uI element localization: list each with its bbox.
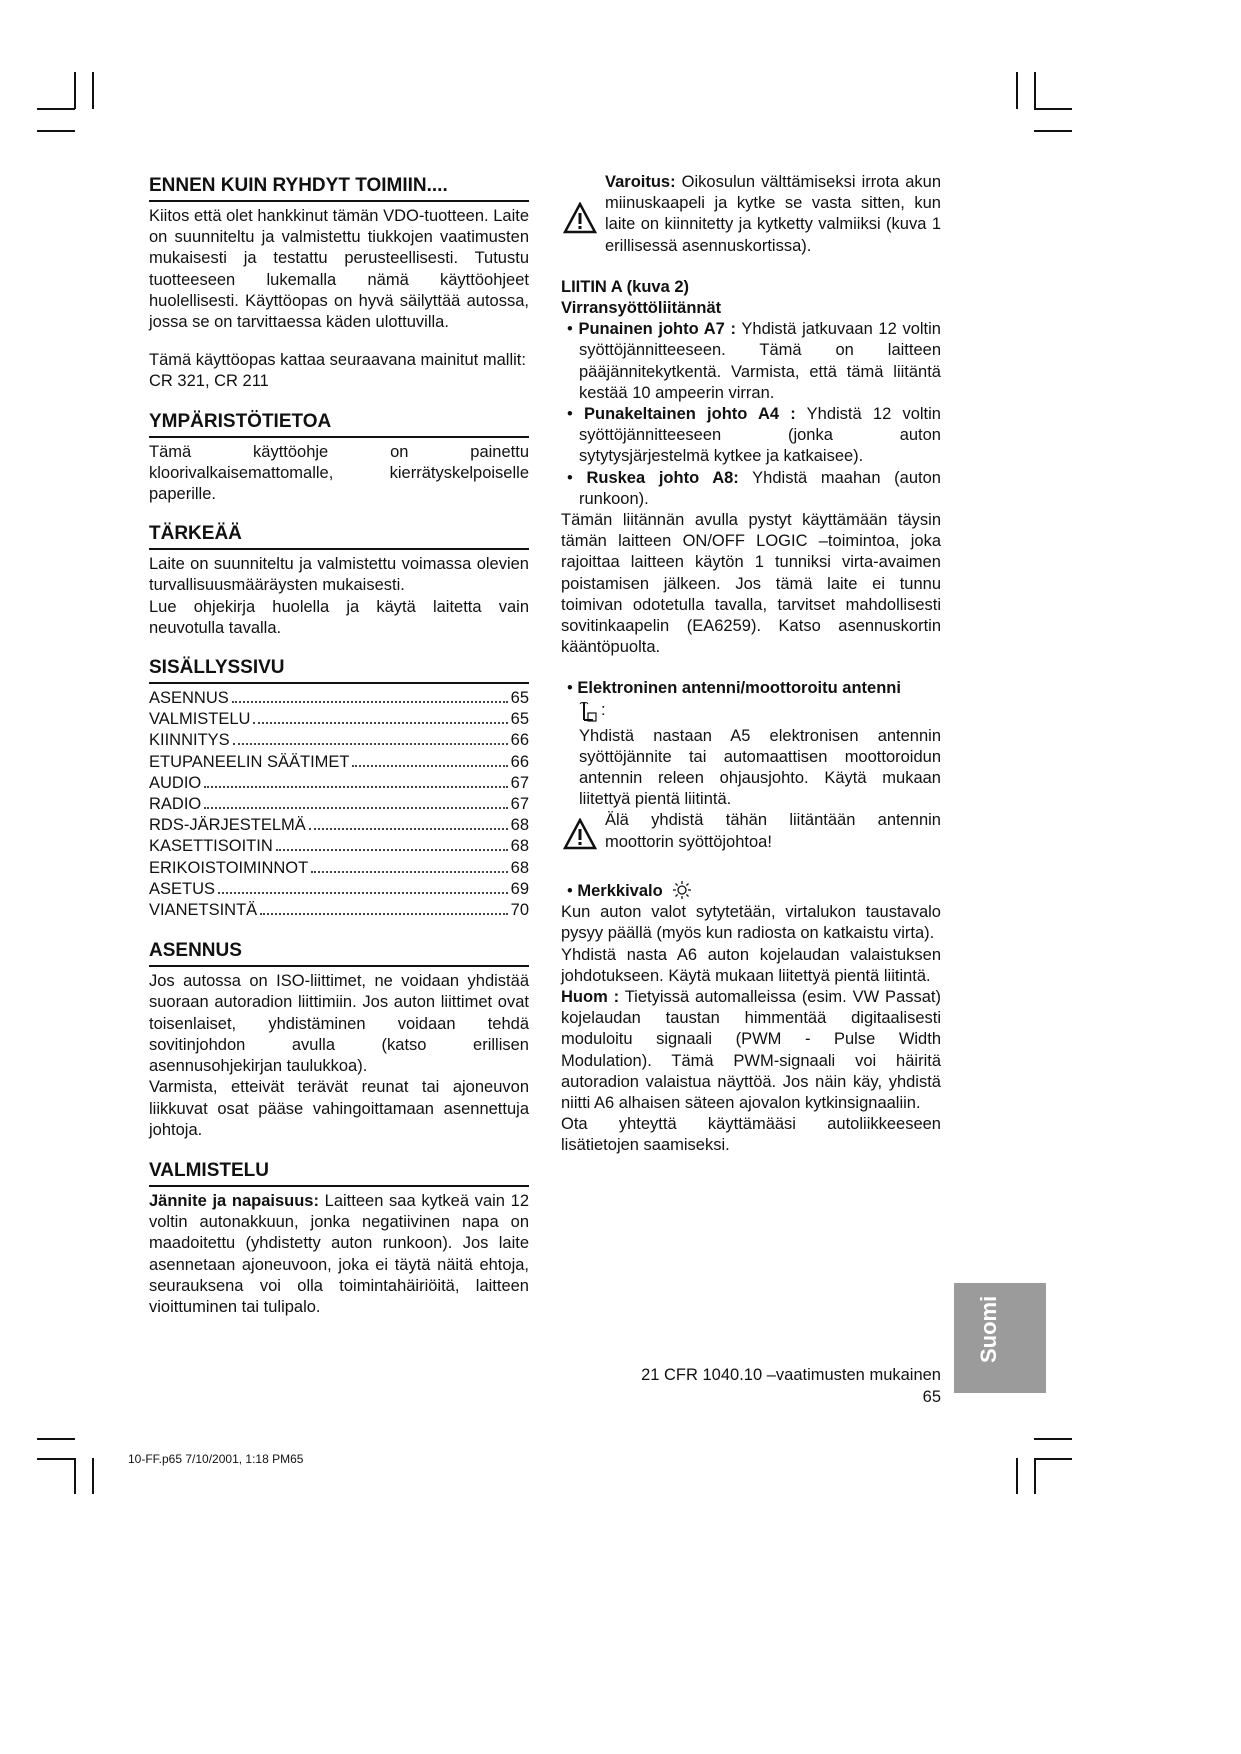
important-paragraph-1: Laite on suunniteltu ja valmistettu voimassa olevien turvallisuusmääräysten mukaisesti. bbox=[149, 555, 529, 595]
left-column bbox=[149, 174, 529, 1318]
light-icon bbox=[673, 881, 691, 899]
toc-item: ASETUS 69 bbox=[149, 879, 529, 898]
section-heading-installation: ASENNUS bbox=[149, 939, 529, 967]
note-label: Huom : bbox=[561, 987, 620, 1006]
language-tab-label: Suomi bbox=[976, 1295, 1001, 1363]
antenna-warning-block bbox=[561, 810, 941, 852]
section-heading-environment: YMPÄRISTÖTIETOA bbox=[149, 410, 529, 438]
section-heading-before-start: ENNEN KUIN RYHDYT TOIMIIN.... bbox=[149, 174, 529, 202]
toc-item: ETUPANEELIN SÄÄTIMET 66 bbox=[149, 752, 529, 771]
indicator-heading: Merkkivalo bbox=[577, 881, 663, 900]
antenna-symbol-row bbox=[561, 700, 941, 726]
list-item: • Ruskea johto A8: Yhdistä maahan (auton runkoon). bbox=[567, 468, 941, 508]
antenna-heading: Elektroninen antenni/moottoroitu antenni bbox=[577, 679, 901, 698]
antenna-icon bbox=[579, 700, 601, 724]
important-paragraph-2: Lue ohjekirja huolella ja käytä laitetta vain neuvotulla tavalla. bbox=[149, 597, 529, 637]
toc-item: RADIO 67 bbox=[149, 795, 529, 814]
warning-label: Varoitus: bbox=[605, 173, 676, 191]
intro-paragraph: Kiitos että olet hankkinut tämän VDO-tuotteen. Laite on suunniteltu ja valmistettu tiukkojen vaatimusten mukaisesti ja testattu perusteellisesti. Tutustu tuotteeseen lukemalla nämä käyttöohjeet huolellisesti. Käyttöopas on hyvä säilyttää autossa, jossa se on tarvittaessa käden ulottuvilla. bbox=[149, 207, 529, 332]
warning-icon bbox=[563, 202, 597, 234]
list-item: • Merkkivalo bbox=[561, 881, 941, 902]
warning-icon bbox=[563, 818, 597, 850]
toc-item: RDS-JÄRJESTELMÄ 68 bbox=[149, 816, 529, 835]
language-tab bbox=[954, 1283, 1046, 1393]
logic-paragraph: Tämän liitännän avulla pystyt käyttämään täysin tämän laitteen ON/OFF LOGIC –toimintoa, joka rajoittaa laitteen käytön 1 tunniksi virta-avaimen poistamisen jälkeen. Jos tämä laite ei tunnu toimivan odotetulla tavalla, tarvitset mahdollisesti sovitinkaapelin (EA6259). Katso asennuskortin kääntöpuolta. bbox=[561, 511, 941, 657]
compliance-note: 21 CFR 1040.10 –vaatimusten mukainen bbox=[641, 1366, 941, 1384]
antenna-paragraph: Yhdistä nastaan A5 elektronisen antennin syöttöjännite tai automaattisen moottoroidun antennin releen ohjausjohto. Käytä mukaan liitettyä pientä liitintä. bbox=[579, 726, 941, 809]
connector-title: LIITIN A (kuva 2) bbox=[561, 277, 690, 296]
indicator-note: Huom : Tietyissä automalleissa (esim. VW Passat) kojelaudan taustan himmentää digitaalisesti moduloitu signaali (PWM - Pulse Width Modulation). Tämä PWM-signaali voi häiritä autoradion valaistua näyttöä. Jos näin käy, yhdistä niitti A6 alhaisen säteen ajovalon kytkinsignaaliin. bbox=[561, 987, 941, 1112]
file-info: 10-FF.p65 7/10/2001, 1:18 PM65 bbox=[128, 1452, 304, 1466]
warning-block: Varoitus: Oikosulun välttämiseksi irrota akun miinuskaapeli ja kytke se vasta sitten, kun laite on kiinnitetty ja kytketty valmiiksi (kuva 1 erillisessä asennuskortissa). bbox=[561, 172, 941, 257]
antenna-warning-text: Älä yhdistä tähän liitäntään antennin moottorin syöttöjohtoa! bbox=[605, 811, 941, 851]
preparation-paragraph: Jännite ja napaisuus: Laitteen saa kytkeä vain 12 voltin autonakkuun, jonka negatiivinen napa on maadoitettu (yhdistetty auton runkoon). Jos laite asennetaan ajoneuvoon, joka ei täytä näitä ehtoja, seurauksena voi olla toimintahäiriöitä, laitteen vioittuminen tai tulipalo. bbox=[149, 1191, 529, 1316]
right-column bbox=[561, 172, 941, 1157]
models-paragraph: Tämä käyttöopas kattaa seuraavana mainitut mallit: bbox=[149, 351, 526, 370]
toc-item: ASENNUS 65 bbox=[149, 689, 529, 708]
toc-item: KIINNITYS 66 bbox=[149, 731, 529, 750]
table-of-contents bbox=[149, 688, 529, 921]
list-item: • Elektroninen antenni/moottoroitu antenni bbox=[567, 679, 901, 698]
installation-paragraph-1: Jos autossa on ISO-liittimet, ne voidaan yhdistää suoraan autoradion liittimiin. Jos auton liittimet ovat toisenlaiset, yhdistäminen voidaan tehdä sovitinjohdon avulla (katso erillisen asennusohjekirjan taulukkoa). bbox=[149, 972, 529, 1076]
antenna-symbol-colon: : bbox=[601, 700, 606, 719]
indicator-paragraph-2: Yhdistä nasta A6 auton kojelaudan valaistuksen johdotukseen. Käytä mukaan liitettyä pientä liitintä. bbox=[561, 945, 941, 985]
page-number: 65 bbox=[922, 1388, 941, 1406]
models-list: CR 321, CR 211 bbox=[149, 372, 269, 391]
list-item: • Punakeltainen johto A4 : Yhdistä 12 voltin syöttöjännitteeseen (jonka auton sytytysjärjestelmä kytkee ja katkaisee). bbox=[567, 405, 941, 466]
toc-item: VALMISTELU 65 bbox=[149, 710, 529, 729]
section-heading-important: TÄRKEÄÄ bbox=[149, 522, 529, 550]
indicator-paragraph-1: Kun auton valot sytytetään, virtalukon taustavalo pysyy päällä (myös kun radiosta on katkaistu virta). bbox=[561, 903, 941, 943]
voltage-label: Jännite ja napaisuus: bbox=[149, 1191, 319, 1210]
section-heading-preparation: VALMISTELU bbox=[149, 1159, 529, 1187]
connector-subtitle: Virransyöttöliitännät bbox=[561, 299, 722, 318]
toc-item: KASETTISOITIN 68 bbox=[149, 837, 529, 856]
installation-paragraph-2: Varmista, etteivät terävät reunat tai ajoneuvon liikkuvat osat pääse vahingoittamaan asennettuja johtoja. bbox=[149, 1078, 529, 1139]
section-heading-contents: SISÄLLYSSIVU bbox=[149, 656, 529, 684]
toc-item: ERIKOISTOIMINNOT 68 bbox=[149, 858, 529, 877]
toc-item: AUDIO 67 bbox=[149, 773, 529, 792]
indicator-paragraph-4: Ota yhteyttä käyttämääsi autoliikkeeseen lisätietojen saamiseksi. bbox=[561, 1115, 941, 1155]
environment-paragraph: Tämä käyttöohje on painettu kloorivalkaisemattomalle, kierrätyskelpoiselle paperille. bbox=[149, 442, 529, 504]
list-item: • Punainen johto A7 : Yhdistä jatkuvaan 12 voltin syöttöjännitteeseen. Tämä on laitteen pääjännitekytkentä. Varmista, että tämä liitäntä kestää 10 ampeerin virran. bbox=[567, 320, 941, 402]
toc-item: VIANETSINTÄ 70 bbox=[149, 901, 529, 920]
